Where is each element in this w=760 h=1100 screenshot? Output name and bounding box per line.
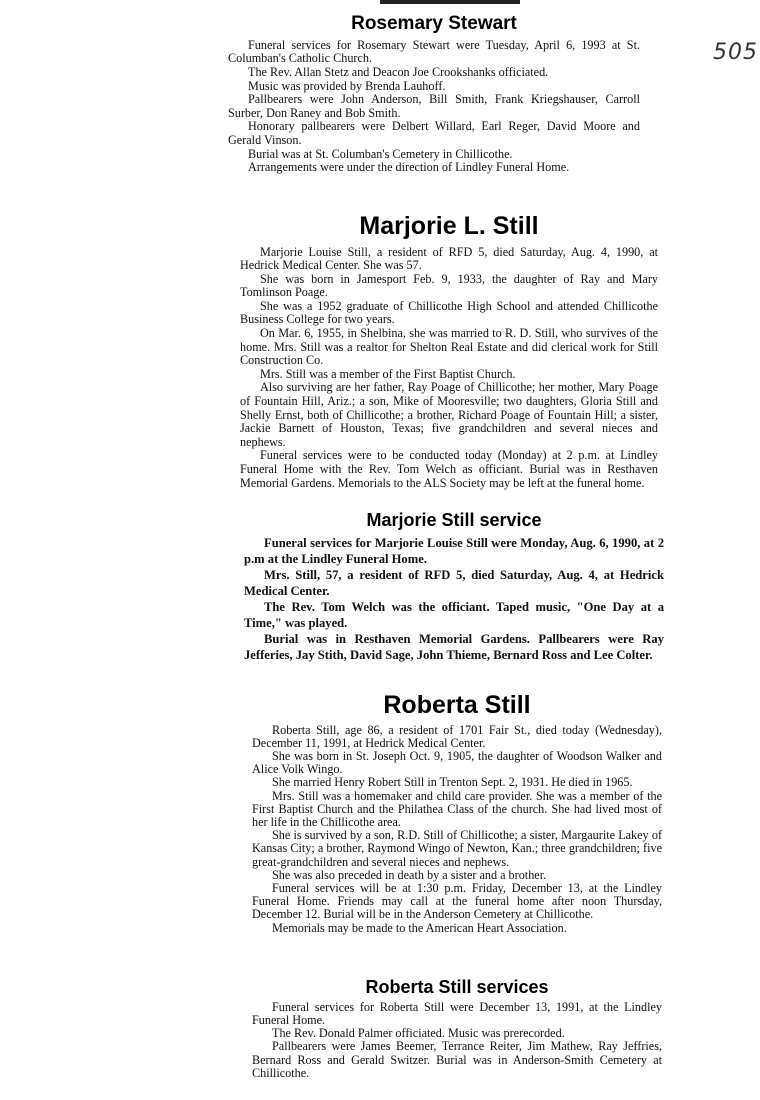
obituary-paragraph: Funeral services for Marjorie Louise Still were Monday, Aug. 6, 1990, at 2 p.m at the Lindley Funeral Home. bbox=[244, 535, 664, 566]
obituary-title: Marjorie L. Still bbox=[359, 212, 539, 240]
obituary-paragraph: Roberta Still, age 86, a resident of 1701 Fair St., died today (Wednesday), December 11, 1991, at Hedrick Medical Center. bbox=[252, 722, 662, 750]
obituary-paragraph: Mrs. Still was a member of the First Baptist Church. bbox=[260, 366, 516, 381]
obituary-paragraph: She married Henry Robert Still in Trenton Sept. 2, 1931. He died in 1965. bbox=[272, 775, 633, 790]
obituary-paragraph: She was born in Jamesport Feb. 9, 1933, the daughter of Ray and Mary Tomlinson Poage. bbox=[240, 271, 658, 300]
obituary-paragraph: Memorials may be made to the American Heart Association. bbox=[272, 920, 567, 935]
obituary-paragraph: Mrs. Still was a homemaker and child care provider. She was a member of the First Baptist Church and the Philathea Class of the church. She had lived most of her life in the Chillicothe area. bbox=[252, 788, 662, 829]
obituary-paragraph: Mrs. Still, 57, a resident of RFD 5, died Saturday, Aug. 4, at Hedrick Medical Center. bbox=[244, 567, 664, 598]
obituary-paragraph: Honorary pallbearers were Delbert Willard, Earl Reger, David Moore and Gerald Vinson. bbox=[228, 119, 640, 148]
obituary-paragraph: Funeral services were to be conducted today (Monday) at 2 p.m. at Lindley Funeral Home with the Rev. Tom Welch as officiant. Burial was in Resthaven Memorial Gardens. Memorials to the ALS Society may be left at the funeral home. bbox=[240, 448, 658, 490]
obituary-marjorie-still bbox=[240, 213, 658, 490]
obituary-paragraph: Also surviving are her father, Ray Poage of Chillicothe; her mother, Mary Poage of Fountain Hill, Ariz.; a son, Mike of Mooresville; two daughters, Gloria Still and Shelly Ernst, both of Chillicothe; a brother, Richard Poage of Fountain Hill; a sister, Jackie Barnett of Houston, Texas; five grandchildren and several nieces and nephews. bbox=[240, 380, 658, 449]
obituary-rosemary-stewart bbox=[228, 14, 640, 175]
obituary-paragraph: Burial was at St. Columban's Cemetery in Chillicothe. bbox=[248, 146, 513, 161]
obituary-paragraph: The Rev. Allan Stetz and Deacon Joe Crookshanks officiated. bbox=[248, 65, 549, 80]
obituary-paragraph: Pallbearers were James Beemer, Terrance Reiter, Jim Mathew, Ray Jeffries, Bernard Ross and Gerald Switzer. Burial was in Anderson-Smith Cemetery at Chillicothe. bbox=[252, 1039, 662, 1080]
obituary-paragraph: The Rev. Tom Welch was the officiant. Taped music, "One Day at a Time," was played. bbox=[244, 599, 664, 630]
obituary-title: Roberta Still bbox=[383, 691, 531, 719]
service-notice-marjorie-still bbox=[244, 511, 664, 663]
obituary-paragraph: Funeral services for Rosemary Stewart were Tuesday, April 6, 1993 at St. Columban's Catholic Church. bbox=[228, 37, 640, 66]
obituary-title: Roberta Still services bbox=[365, 977, 549, 997]
margin-handwritten-note: 505 bbox=[713, 40, 758, 65]
obituary-paragraph: She was born in St. Joseph Oct. 9, 1905, the daughter of Woodson Walker and Alice Volk Wingo. bbox=[252, 748, 662, 777]
obituary-paragraph: Funeral services will be at 1:30 p.m. Friday, December 13, at the Lindley Funeral Home. Friends may call at the funeral home after noon Thursday, December 12. Burial will be in the Anderson Cemetery at Chillicothe. bbox=[252, 880, 662, 922]
obituary-paragraph: Burial was in Resthaven Memorial Gardens. Pallbearers were Ray Jefferies, Jay Stith, David Sage, John Thieme, Bernard Ross and Lee Colter. bbox=[244, 631, 664, 662]
obituary-paragraph: She is survived by a son, R.D. Still of Chillicothe; a sister, Margaurite Lakey of Kansas City; a brother, Raymond Wingo of Newton, Kan.; three grandchildren; five great-grandchildren and several nieces and nephews. bbox=[252, 828, 662, 869]
obituary-roberta-still bbox=[252, 692, 662, 935]
obituary-title: Rosemary Stewart bbox=[351, 13, 517, 34]
top-edge-bar bbox=[380, 0, 520, 4]
obituary-paragraph: Funeral services for Roberta Still were December 13, 1991, at the Lindley Funeral Home. bbox=[252, 999, 662, 1027]
obituary-paragraph: The Rev. Donald Palmer officiated. Music was prerecorded. bbox=[272, 1026, 565, 1041]
obituary-paragraph: On Mar. 6, 1955, in Shelbina, she was married to R. D. Still, who survives of the home. Mrs. Still was a realtor for Shelton Real Estate and did clerical work for Still Construction Co. bbox=[240, 326, 658, 368]
obituary-paragraph: She was a 1952 graduate of Chillicothe High School and attended Chillicothe Business College for two years. bbox=[240, 298, 658, 327]
obituary-paragraph: Marjorie Louise Still, a resident of RFD 5, died Saturday, Aug. 4, 1990, at Hedrick Medical Center. She was 57. bbox=[240, 244, 658, 273]
obituary-paragraph: Pallbearers were John Anderson, Bill Smith, Frank Kriegshauser, Carroll Surber, Don Raney and Bob Smith. bbox=[228, 92, 640, 120]
obituary-paragraph: Arrangements were under the direction of Lindley Funeral Home. bbox=[248, 160, 570, 175]
obituary-paragraph: Music was provided by Brenda Lauhoff. bbox=[248, 78, 446, 93]
obituary-title: Marjorie Still service bbox=[366, 510, 542, 530]
obituary-paragraph: She was also preceded in death by a sister and a brother. bbox=[272, 867, 547, 882]
service-notice-roberta-still bbox=[252, 978, 662, 1080]
